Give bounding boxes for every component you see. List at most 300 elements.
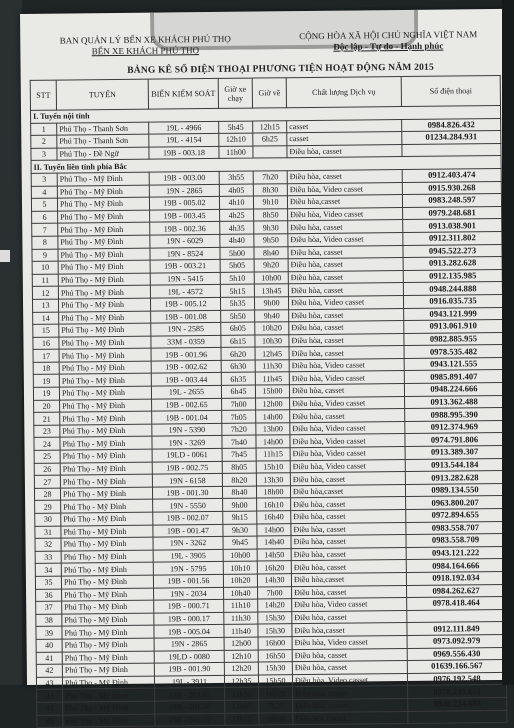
- cell-plate: 19B - 003.21: [150, 260, 220, 273]
- cell-stt: 3: [31, 148, 57, 161]
- cell-depart: 9h45: [223, 536, 257, 549]
- cell-phone: 0912.111.849: [407, 622, 506, 636]
- col-service: Chất lượng Dịch vụ: [286, 77, 401, 108]
- cell-route: Phú Thọ - Mỹ Đình: [61, 500, 153, 514]
- cell-route: Phú Thọ - Mỹ Đình: [59, 311, 151, 325]
- cell-depart: 5h50: [221, 310, 255, 323]
- cell-phone: 0969.556.430: [407, 647, 506, 661]
- section-label: II. Tuyến liên tỉnh phía Bắc: [31, 156, 501, 174]
- cell-phone: 0976.192.548: [407, 672, 506, 686]
- cell-phone: 0913.362.488: [405, 395, 504, 409]
- cell-route: Phú Thọ - Mỹ Đình: [60, 437, 152, 451]
- cell-stt: 10: [32, 261, 58, 274]
- cell-return: 13h30: [256, 473, 290, 486]
- cell-plate: 19B - 001.47: [153, 524, 223, 537]
- cell-service: Điều hòa, Video casset: [287, 182, 402, 196]
- cell-service: Điều hòa, casset: [292, 648, 407, 662]
- cell-return: 16h50: [259, 712, 293, 725]
- cell-depart: 6h35: [221, 373, 255, 386]
- cell-return: 16h00: [258, 637, 292, 650]
- cell-return: 9h50: [254, 234, 288, 247]
- cell-return: 18h00: [256, 486, 290, 499]
- cell-service: Điều hòa, casset: [289, 308, 404, 322]
- cell-depart: 7h20: [222, 423, 256, 436]
- cell-plate: 19N - 2865: [154, 637, 224, 650]
- cell-return: 9h30: [254, 221, 288, 234]
- cell-stt: 28: [34, 488, 60, 501]
- cell-return: 14h00: [256, 435, 290, 448]
- cell-stt: 7: [32, 223, 58, 236]
- cell-route: Phú Thọ - Mỹ Đình: [58, 298, 150, 312]
- nation-header: [278, 29, 498, 53]
- cell-plate: 19N - 2865: [149, 184, 219, 197]
- cell-stt: 45: [37, 702, 63, 715]
- cell-route: Phú Thọ - Mỹ Đình: [57, 185, 149, 199]
- cell-service: Điều hòa, casset: [287, 144, 402, 158]
- cell-return: 11h15: [256, 448, 290, 461]
- cell-plate: 19B - 005.12: [155, 713, 225, 726]
- cell-return: 8h30: [253, 183, 287, 196]
- cell-phone: 0984.164.666: [406, 559, 505, 573]
- cell-plate: 19N - 6029: [150, 234, 220, 247]
- cell-route: Phú Thọ - Mỹ Đình: [62, 625, 154, 639]
- cell-plate: 19N - 5390: [152, 423, 222, 436]
- cell-stt: 34: [35, 563, 61, 576]
- cell-depart: 7h00: [222, 398, 256, 411]
- cell-plate: 19N - 5795: [153, 562, 223, 575]
- cell-service: Điều hòa, Video casset: [289, 358, 404, 372]
- cell-plate: 19B - 000.71: [154, 600, 224, 613]
- cell-phone: 0945.522.273: [403, 244, 502, 258]
- cell-route: Phú Thọ - Mỹ Đình: [62, 676, 154, 690]
- cell-stt: 32: [35, 538, 61, 551]
- cell-route: Phú Thọ - Mỹ Đình: [60, 474, 152, 488]
- cell-phone: 0978.249.655: [408, 685, 507, 699]
- cell-return: 6h25: [253, 133, 287, 146]
- cell-depart: 5h10: [220, 272, 254, 285]
- cell-return: 12h00: [256, 397, 290, 410]
- cell-route: Phú Thọ - Mỹ Đình: [62, 613, 154, 627]
- col-plate: BIỂN KIỂM SOÁT: [148, 78, 218, 109]
- cell-phone: 0973.092.979: [407, 634, 506, 648]
- cell-phone: 0982.885.955: [404, 332, 503, 346]
- cell-plate: 19B - 000.17: [154, 612, 224, 625]
- cell-depart: 4h10: [219, 196, 253, 209]
- cell-service: Điều hòa, Video casset: [290, 434, 405, 448]
- cell-service: Điều hòa, casset: [289, 384, 404, 398]
- cell-plate: 19B - 001.08: [151, 310, 221, 323]
- cell-plate: 19B - 002.75: [152, 461, 222, 474]
- cell-stt: 29: [35, 501, 61, 514]
- cell-phone: 0983.248.597: [402, 194, 501, 208]
- cell-plate: 19N - 6158: [152, 474, 222, 487]
- cell-plate: 33M - 0359: [151, 335, 221, 348]
- cell-route: Phú Thọ - Mỹ Đình: [58, 285, 150, 299]
- cell-route: Phú Thọ - Mỹ Đình: [61, 550, 153, 564]
- cell-depart: 5h05: [220, 259, 254, 272]
- cell-service: Điều hòa,casset: [290, 484, 405, 498]
- cell-phone: 01639.166.567: [407, 660, 506, 674]
- cell-return: 15h10: [256, 460, 290, 473]
- cell-return: 15h30: [258, 662, 292, 675]
- cell-service: Điều hòa, casset: [293, 686, 408, 700]
- cell-stt: 5: [31, 198, 57, 211]
- cell-depart: 13h15: [225, 713, 259, 726]
- cell-depart: 4h05: [219, 184, 253, 197]
- cell-route: Phú Thọ - Mỹ Đình: [63, 714, 155, 728]
- cell-return: 14h00: [256, 410, 290, 423]
- cell-phone: 0989.134.550: [405, 483, 504, 497]
- cell-stt: 6: [32, 211, 58, 224]
- cell-route: Phú Thọ - Mỹ Đình: [61, 512, 153, 526]
- cell-route: Phú Thọ - Mỹ Đình: [59, 361, 151, 375]
- cell-phone: 0983.558.709: [406, 534, 505, 548]
- cell-return: 15h00: [255, 385, 289, 398]
- cell-stt: 26: [34, 463, 60, 476]
- cell-service: Điều hòa, Video casset: [288, 207, 403, 221]
- cell-return: 15h30: [258, 611, 292, 624]
- cell-stt: 39: [36, 626, 62, 639]
- cell-return: 10h00: [254, 271, 288, 284]
- cell-depart: 8h40: [222, 486, 256, 499]
- section-label: I. Tuyến nội tỉnh: [31, 105, 501, 123]
- cell-return: 16h20: [257, 561, 291, 574]
- cell-stt: 31: [35, 526, 61, 539]
- cell-service: Điều hòa, casset: [288, 283, 403, 297]
- cell-plate: 19B - 003.44: [151, 373, 221, 386]
- cell-plate: 19B - 001.30: [152, 486, 222, 499]
- cell-service: Điều hòa, casset: [288, 245, 403, 259]
- cell-service: Điều hòa, casset: [291, 497, 406, 511]
- cell-depart: 12h10: [219, 133, 253, 146]
- cell-depart: 9h00: [223, 498, 257, 511]
- cell-service: Điều hòa, Video casset: [292, 598, 407, 612]
- cell-phone: 0913.282.628: [405, 471, 504, 485]
- cell-phone: 0978.535.482: [404, 345, 503, 359]
- cell-route: Phú Thọ - Mỹ Đình: [63, 701, 155, 715]
- cell-stt: 2: [31, 135, 57, 148]
- cell-phone: 0918.192.034: [406, 571, 505, 585]
- cell-return: 11h30: [255, 360, 289, 373]
- cell-route: Phú Thọ - Mỹ Đình: [58, 210, 150, 224]
- cell-service: Điều hòa,casset: [292, 623, 407, 637]
- cell-plate: 19B - 002.65: [152, 398, 222, 411]
- cell-route: Phú Thọ - Mỹ Đình: [60, 399, 152, 413]
- cell-service: Điều hòa,casset: [291, 572, 406, 586]
- cell-plate: 19L - 4154: [149, 134, 219, 147]
- cell-return: 12h45: [255, 347, 289, 360]
- cell-phone: [407, 609, 506, 623]
- cell-service: Điều hòa, Video casset: [290, 447, 405, 461]
- cell-service: Điều hòa, Video casset: [292, 635, 407, 649]
- cell-plate: 19L - 4572: [150, 285, 220, 298]
- cell-depart: 12h10: [224, 650, 258, 663]
- cell-depart: 5h35: [220, 297, 254, 310]
- cell-stt: 24: [34, 438, 60, 451]
- cell-service: casset: [287, 119, 402, 133]
- cell-phone: 0943.121.555: [404, 357, 503, 371]
- cell-phone: 0978.418.464: [407, 597, 506, 611]
- cell-plate: 19N - 3269: [152, 436, 222, 449]
- cell-service: Điều hòa, casset: [291, 560, 406, 574]
- cell-plate: 19B - 003.45: [150, 209, 220, 222]
- cell-plate: 19B - 003.18: [149, 146, 219, 159]
- cell-service: Điều hòa, casset: [292, 585, 407, 599]
- col-return: Giờ về: [252, 78, 286, 108]
- cell-service: Điều hòa, casset: [290, 472, 405, 486]
- cell-stt: 43: [36, 677, 62, 690]
- dark-edge: [502, 0, 514, 685]
- cell-depart: 9h30: [223, 524, 257, 537]
- cell-stt: 19: [33, 375, 59, 388]
- cell-stt: 14: [33, 312, 59, 325]
- col-phone: Số điện thoại: [401, 75, 500, 106]
- cell-route: Phú Thọ - Mỹ Đình: [58, 260, 150, 274]
- cell-plate: 19N - 2034: [154, 587, 224, 600]
- cell-phone: 0912.403.474: [402, 168, 501, 182]
- cell-route: Phú Thọ - Mỹ Đình: [57, 172, 149, 186]
- cell-depart: 12h35: [224, 675, 258, 688]
- cell-stt: 23: [34, 425, 60, 438]
- cell-return: 7h00: [258, 586, 292, 599]
- cell-phone: 0984.262.627: [407, 584, 506, 598]
- cell-phone: 0913.282.628: [403, 257, 502, 271]
- document-title: BẢNG KÊ SỐ ĐIỆN THOẠI PHƯƠNG TIỆN HOẠT ĐỘNG NĂM 2015: [127, 62, 434, 76]
- cell-route: Phú Thọ - Mỹ Đình: [62, 663, 154, 677]
- cell-service: Điều hòa, casset: [292, 661, 407, 675]
- cell-service: Điều hòa, casset: [290, 409, 405, 423]
- cell-return: 14h00: [257, 523, 291, 536]
- cell-route: Phú Thọ - Mỹ Đình: [62, 651, 154, 665]
- cell-depart: 6h20: [221, 347, 255, 360]
- cell-stt: 9: [32, 249, 58, 262]
- org-line-2: BẾN XE KHÁCH PHÚ THỌ: [91, 45, 200, 57]
- cell-stt: 40: [36, 639, 62, 652]
- cell-phone: 0984.826.432: [402, 118, 501, 132]
- cell-return: 11h45: [255, 372, 289, 385]
- cell-stt: 16: [33, 337, 59, 350]
- cell-route: Phú Thọ - Thanh Sơn: [57, 134, 149, 148]
- nation-line-1: CỘNG HÒA XÃ HỘI CHỦ NGHĨA VIỆT NAM: [299, 29, 478, 42]
- cell-phone: 0912.311.802: [403, 231, 502, 245]
- cell-depart: 9h15: [223, 511, 257, 524]
- cell-service: Điều hòa, casset: [288, 220, 403, 234]
- cell-route: Phú Thọ - Mỹ Đình: [59, 374, 151, 388]
- cell-depart: 8h20: [222, 473, 256, 486]
- cell-return: 7h20: [253, 171, 287, 184]
- cell-depart: 6h05: [221, 322, 255, 335]
- cell-service: Điều hòa, casset: [289, 321, 404, 335]
- cell-plate: 19B - 005.04: [154, 625, 224, 638]
- cell-route: Phú Thọ - Mỹ Đình: [60, 411, 152, 425]
- cell-depart: 11h10: [224, 599, 258, 612]
- cell-plate: 19B - 003.63: [155, 688, 225, 701]
- cell-service: casset: [287, 132, 402, 146]
- cell-plate: 19N - 5550: [153, 499, 223, 512]
- cell-depart: 6h30: [221, 360, 255, 373]
- cell-stt: 30: [35, 513, 61, 526]
- cell-depart: 4h25: [220, 209, 254, 222]
- cell-service: Điều hòa, casset: [289, 346, 404, 360]
- cell-stt: 38: [36, 614, 62, 627]
- cell-depart: 4h35: [220, 221, 254, 234]
- cell-stt: 35: [35, 576, 61, 589]
- document-sheet: [20, 9, 511, 726]
- cell-route: Phú Thọ - Thanh Sơn: [57, 122, 149, 136]
- cell-depart: 6h15: [221, 335, 255, 348]
- cell-stt: 44: [37, 689, 63, 702]
- cell-phone: 0916.035.735: [403, 294, 502, 308]
- cell-plate: 19B - 001.96: [151, 348, 221, 361]
- cell-service: Điều hòa, casset: [287, 169, 402, 183]
- cell-depart: 12h20: [224, 662, 258, 675]
- col-stt: STT: [30, 80, 56, 110]
- cell-route: Phú Thọ - Mỹ Đình: [62, 600, 154, 614]
- cell-return: 14h40: [257, 536, 291, 549]
- cell-service: Điều hòa,casset: [287, 195, 402, 209]
- cell-stt: 4: [31, 186, 57, 199]
- cell-stt: 20: [34, 400, 60, 413]
- cell-route: Phú Thọ - Mỹ Đình: [58, 235, 150, 249]
- cell-depart: 12h50: [225, 687, 259, 700]
- cell-plate: 19B - 001.90: [154, 663, 224, 676]
- cell-plate: 19L - 3905: [153, 549, 223, 562]
- cell-service: Điều hòa, casset: [291, 509, 406, 523]
- cell-depart: 5h45: [219, 121, 253, 134]
- cell-depart: 10h00: [223, 549, 257, 562]
- cell-route: Phú Thọ - Mỹ Đình: [60, 487, 152, 501]
- cell-depart: 3h55: [219, 171, 253, 184]
- cell-depart: 10h10: [223, 561, 257, 574]
- cell-route: Phú Thọ - Mỹ Đình: [63, 688, 155, 702]
- cell-depart: 11h30: [224, 612, 258, 625]
- cell-route: Phú Thọ - Mỹ Đình: [58, 273, 150, 287]
- cell-stt: 15: [33, 324, 59, 337]
- cell-plate: 19B - 003.00: [149, 171, 219, 184]
- cell-return: 14h50: [257, 548, 291, 561]
- cell-route: Phú Thọ - Mỹ Đình: [57, 197, 149, 211]
- cell-stt: 27: [34, 475, 60, 488]
- cell-phone: 0943.121.222: [406, 546, 505, 560]
- cell-route: Phú Thọ - Mỹ Đình: [60, 449, 152, 463]
- cell-stt: 25: [34, 450, 60, 463]
- cell-plate: 19L - 4966: [149, 121, 219, 134]
- cell-plate: 19L - 2655: [151, 385, 221, 398]
- cell-phone: 0983.558.707: [406, 521, 505, 535]
- cell-service: Điều hòa, casset: [292, 610, 407, 624]
- cell-phone: 0913.389.307: [405, 445, 504, 459]
- cell-route: Phú Thọ - Mỹ Đình: [58, 248, 150, 262]
- cell-phone: 0974.791.806: [405, 433, 504, 447]
- cell-phone: 0915.930.268: [402, 181, 501, 195]
- cell-service: Điều hòa,casset: [293, 711, 408, 725]
- cell-service: Điều hòa, casset: [291, 522, 406, 536]
- cell-phone: 0912.135.985: [403, 269, 502, 283]
- cell-return: 10h20: [255, 322, 289, 335]
- binder-notch: [0, 250, 10, 262]
- cell-phone: 0963.800.207: [406, 496, 505, 510]
- cell-plate: 19B - 005.12: [150, 297, 220, 310]
- cell-service: Điều hòa, Video casset: [290, 421, 405, 435]
- cell-return: 16h50: [258, 649, 292, 662]
- cell-stt: 1: [31, 123, 57, 136]
- col-depart: Giờ xe chạy: [218, 78, 252, 108]
- cell-stt: 42: [36, 664, 62, 677]
- cell-route: Phú Thọ - Mỹ Đình: [60, 424, 152, 438]
- cell-service: Điều hòa, Video casset: [290, 459, 405, 473]
- cell-return: [253, 145, 287, 158]
- cell-return: 9h20: [254, 259, 288, 272]
- org-header: [50, 34, 240, 58]
- cell-stt: 41: [36, 652, 62, 665]
- cell-phone: 0913.544.184: [405, 458, 504, 472]
- binder-edge: [0, 0, 22, 685]
- cell-plate: 19B - 002.62: [151, 360, 221, 373]
- cell-phone: 0943.121.999: [404, 307, 503, 321]
- cell-route: Phú Thọ - Đề Ngữ: [57, 147, 149, 161]
- cell-phone: 0948.244.888: [403, 282, 502, 296]
- phone-table: [30, 75, 508, 728]
- nation-line-2: Độc lập - Tự do - Hạnh phúc: [333, 40, 444, 52]
- cell-route: Phú Thọ - Mỹ Đình: [61, 575, 153, 589]
- cell-route: Phú Thọ - Mỹ Đình: [59, 323, 151, 337]
- cell-return: 14h30: [257, 574, 291, 587]
- cell-depart: 6h45: [221, 385, 255, 398]
- cell-plate: 19N - 5415: [150, 272, 220, 285]
- cell-return: 16h20: [259, 687, 293, 700]
- cell-return: 15h50: [258, 674, 292, 687]
- cell-plate: 19LD - 0080: [154, 650, 224, 663]
- cell-depart: 5h15: [220, 284, 254, 297]
- cell-route: Phú Thọ - Mỹ Đình: [61, 563, 153, 577]
- cell-stt: 17: [33, 349, 59, 362]
- cell-stt: 3: [31, 173, 57, 186]
- cell-return: 10h30: [255, 334, 289, 347]
- cell-depart: 11h00: [219, 146, 253, 159]
- cell-stt: 19: [33, 387, 59, 400]
- cell-return: 12h15: [253, 120, 287, 133]
- cell-stt: 21: [34, 412, 60, 425]
- cell-return: 16h10: [257, 498, 291, 511]
- cell-depart: 10h40: [224, 587, 258, 600]
- cell-return: 13h00: [256, 423, 290, 436]
- cell-service: Điều hòa, casset: [288, 258, 403, 272]
- cell-phone: 0948.224.666: [404, 383, 503, 397]
- cell-return: 9h10: [253, 196, 287, 209]
- cell-plate: 19N - 8524: [150, 247, 220, 260]
- cell-plate: 19LD - 0061: [152, 448, 222, 461]
- cell-plate: 19B - 002.36: [150, 222, 220, 235]
- cell-plate: 19B - 005.02: [149, 197, 219, 210]
- cell-return: 8h40: [254, 246, 288, 259]
- cell-route: Phú Thọ - Mỹ Đình: [62, 588, 154, 602]
- cell-stt: 12: [32, 286, 58, 299]
- cell-phone: 01234.284.931: [402, 131, 501, 145]
- cell-plate: 19B - 001.50: [155, 700, 225, 713]
- cell-plate: 19L - 3911: [154, 675, 224, 688]
- cell-plate: 19B - 002.07: [153, 511, 223, 524]
- cell-return: 15h30: [258, 624, 292, 637]
- cell-service: Điều hòa, casset: [288, 270, 403, 284]
- cell-phone: 0988.995.390: [405, 408, 504, 422]
- cell-service: Điều hòa, Video casset: [290, 396, 405, 410]
- cell-phone: 0913.061.910: [404, 320, 503, 334]
- cell-phone: 0985.891.407: [404, 370, 503, 384]
- cell-depart: 8h05: [222, 461, 256, 474]
- cell-service: Điều hòa, Video casset: [292, 673, 407, 687]
- cell-route: Phú Thọ - Mỹ Đình: [60, 462, 152, 476]
- cell-return: 7h20: [259, 700, 293, 713]
